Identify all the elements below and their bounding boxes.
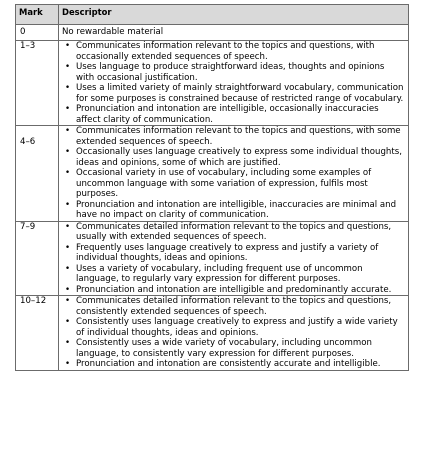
table-row [16,126,409,222]
descriptor-cell [59,221,409,296]
list-item: • Uses a limited variety of mainly straightforward vocabulary, communication for some purposes is constrained because of restricted range of vocabulary. [76,83,405,104]
list-item: • Occasional variety in use of vocabulary, including some examples of uncommon language with some variation of expression, fulfils most purposes. [76,168,405,200]
mark-header: Mark [16,5,59,25]
descriptor-list [62,222,405,296]
descriptor-cell [59,126,409,222]
list-item: • Consistently uses language creatively to express and justify a wide variety of individual thoughts, ideas and opinions. [76,317,405,338]
list-item: • Communicates information relevant to the topics and questions, with some extended sequences of speech. [76,126,405,147]
table-row [16,221,409,296]
descriptor-cell [59,296,409,371]
list-item: • Uses language to produce straightforward ideas, thoughts and opinions with occasional justification. [76,62,405,83]
mark-cell: 7–9 [16,221,59,296]
table-row [16,41,409,126]
list-item: • Pronunciation and intonation are intelligible, inaccuracies are minimal and have no impact on clarity of communication. [76,200,405,221]
list-item: • Communicates information relevant to the topics and questions, with occasionally extended sequences of speech. [76,41,405,62]
list-item: • Pronunciation and intonation are intelligible and predominantly accurate. [76,285,405,296]
list-item: • Pronunciation and intonation are consistently accurate and intelligible. [76,359,405,370]
list-item: • Frequently uses language creatively to express and justify a variety of individual thoughts, ideas and opinions. [76,243,405,264]
descriptor-list [62,296,405,370]
descriptor-cell: No rewardable material [59,25,409,41]
list-item: • Uses a variety of vocabulary, including frequent use of uncommon language, to regularly vary expression for different purposes. [76,264,405,285]
table-row [16,296,409,371]
mark-cell: 4–6 [16,126,59,222]
descriptor-header: Descriptor [59,5,409,25]
mark-cell: 0 [16,25,59,41]
list-item: • Consistently uses a wide variety of vocabulary, including uncommon language, to consistently vary expression for different purposes. [76,338,405,359]
descriptor-cell [59,41,409,126]
table-row [16,25,409,41]
list-item: • Communicates detailed information relevant to the topics and questions, consistently extended sequences of speech. [76,296,405,317]
descriptor-list [62,126,405,221]
table-header-row [16,5,409,25]
list-item: • Communicates detailed information relevant to the topics and questions, usually with extended sequences of speech. [76,222,405,243]
mark-cell: 10–12 [16,296,59,371]
mark-scheme-table [15,4,409,371]
descriptor-list [62,41,405,125]
mark-cell: 1–3 [16,41,59,126]
list-item: • Occasionally uses language creatively to express some individual thoughts, ideas and opinions, some of which are justified. [76,147,405,168]
list-item: • Pronunciation and intonation are intelligible, occasionally inaccuracies affect clarity of communication. [76,104,405,125]
